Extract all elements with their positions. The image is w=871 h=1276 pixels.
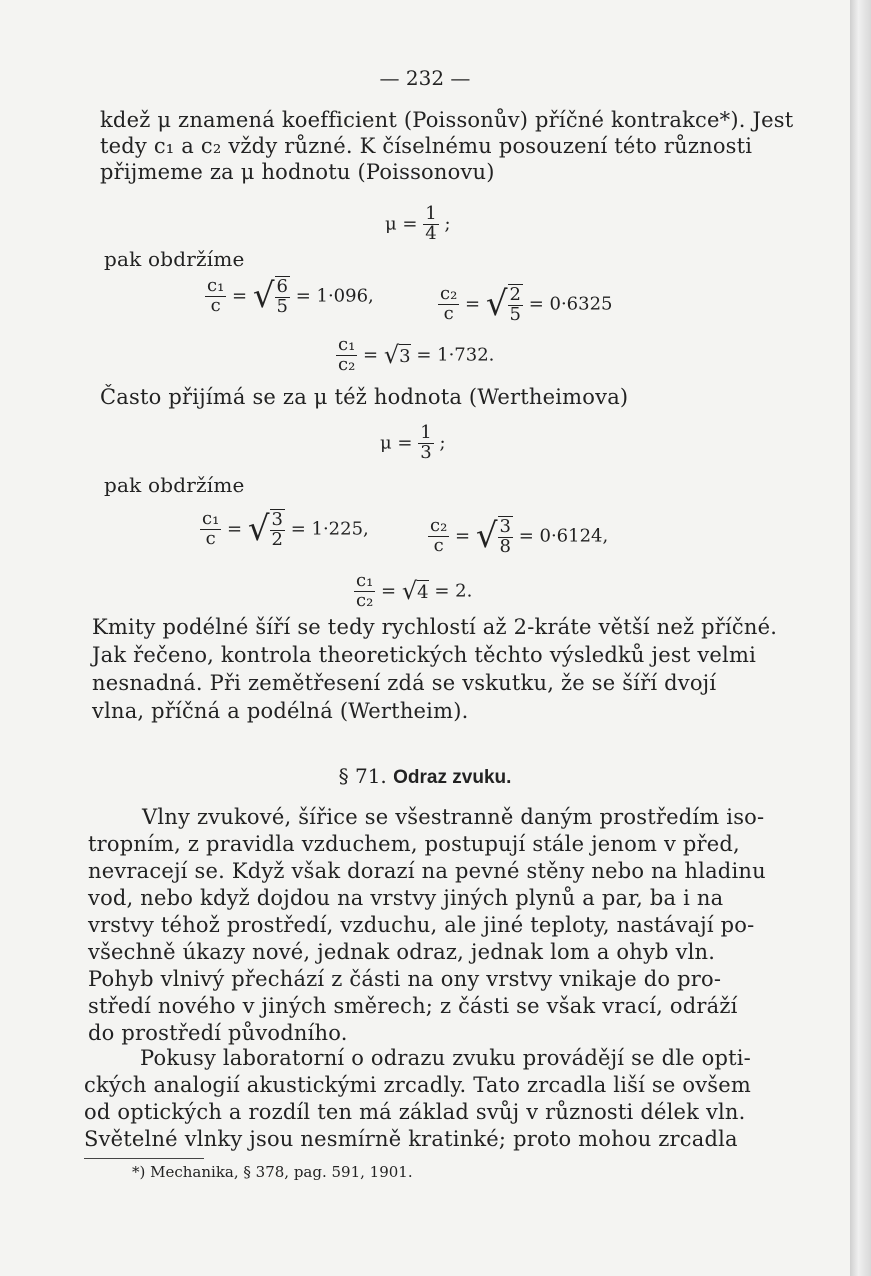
footnote-rule bbox=[84, 1158, 204, 1159]
equation-c1-c2: $\frac{\text{c₁}}{\text{c₂}}$ = √ 3 = 1·732. bbox=[338, 334, 495, 375]
text-line: kdež μ znamená koefficient (Poissonův) příčné kontrakce*). Jest bbox=[100, 108, 794, 132]
equation-c1-c2-2: $\frac{\text{c₁}}{\text{c₂}}$ = √ 4 = 2. bbox=[356, 570, 473, 611]
text-line: tropním, z pravidla vzduchem, postupují stále jenom v před, bbox=[88, 832, 740, 856]
text-line: Jak řečeno, kontrola theoretických těchto výsledků jest velmi bbox=[92, 643, 756, 667]
text-line: nesnadná. Při zemětřesení zdá se vskutku, že se šíří dvojí bbox=[92, 671, 717, 695]
text-line: Světelné vlnky jsou nesmírně kratinké; proto mohou zrcadla bbox=[84, 1127, 738, 1151]
text-line: všechně úkazy nové, jednak odraz, jednak lom a ohyb vln. bbox=[88, 940, 716, 964]
equation-mu-2: μ = $\frac{1}{3}$ ; bbox=[380, 422, 446, 463]
footnote: *) Mechanika, § 378, pag. 591, 1901. bbox=[132, 1163, 413, 1181]
text-line: Pokusy laboratorní o odrazu zvuku provádějí se dle opti- bbox=[140, 1046, 751, 1070]
text-line: do prostředí původního. bbox=[88, 1021, 348, 1045]
equation-c2-c: $\frac{\text{c₂}}{c}$ = √ $\frac{2}{5}$ = 0·6325 bbox=[440, 283, 613, 325]
text-line: tedy c₁ a c₂ vždy různé. K číselnému posouzení této různosti bbox=[100, 134, 753, 158]
page-number: — 232 — bbox=[379, 66, 471, 90]
text-line: ckých analogií akustickými zrcadly. Tato zrcadla liší se ovšem bbox=[84, 1073, 752, 1097]
text-line: nevracejí se. Když však dorazí na pevné stěny nebo na hladinu bbox=[88, 859, 766, 883]
equation-mu-1: μ = $\frac{1}{4}$ ; bbox=[385, 203, 451, 244]
text-line: vrstvy téhož prostředí, vzduchu, ale jiné teploty, nastávají po- bbox=[88, 913, 755, 937]
text-line: Kmity podélné šíří se tedy rychlostí až 2-kráte větší než příčné. bbox=[92, 615, 778, 639]
equation-c2-c-2: $\frac{\text{c₂}}{c}$ = √ $\frac{3}{8}$ = 0·6124, bbox=[430, 515, 609, 557]
equation-c1-c: $\frac{\text{c₁}}{c}$ = √ $\frac{6}{5}$ = 1·096, bbox=[207, 275, 374, 317]
text-line: pak obdržíme bbox=[104, 247, 245, 271]
equation-c1-c-2: $\frac{\text{c₁}}{c}$ = √ $\frac{3}{2}$ = 1·225, bbox=[202, 508, 369, 550]
text-line: od optických a rozdíl ten má základ svůj v různosti délek vln. bbox=[84, 1100, 746, 1124]
text-line: přijmeme za μ hodnotu (Poissonovu) bbox=[100, 160, 495, 184]
text-line: Pohyb vlnivý přechází z části na ony vrstvy vnikaje do pro- bbox=[88, 967, 722, 991]
text-line: Vlny zvukové, šířice se všestranně daným prostředím iso- bbox=[142, 805, 765, 829]
text-line: Často přijímá se za μ též hodnota (Wertheimova) bbox=[100, 385, 629, 409]
text-line: středí nového v jiných směrech; z části se však vrací, odráží bbox=[88, 994, 738, 1018]
text-line: vod, nebo když dojdou na vrstvy jiných plynů a par, ba i na bbox=[88, 886, 724, 910]
section-heading: § 71. Odraz zvuku. bbox=[338, 764, 512, 788]
page-edge bbox=[850, 0, 871, 1276]
text-line: pak obdržíme bbox=[104, 473, 245, 497]
text-line: vlna, příčná a podélná (Wertheim). bbox=[92, 699, 469, 723]
